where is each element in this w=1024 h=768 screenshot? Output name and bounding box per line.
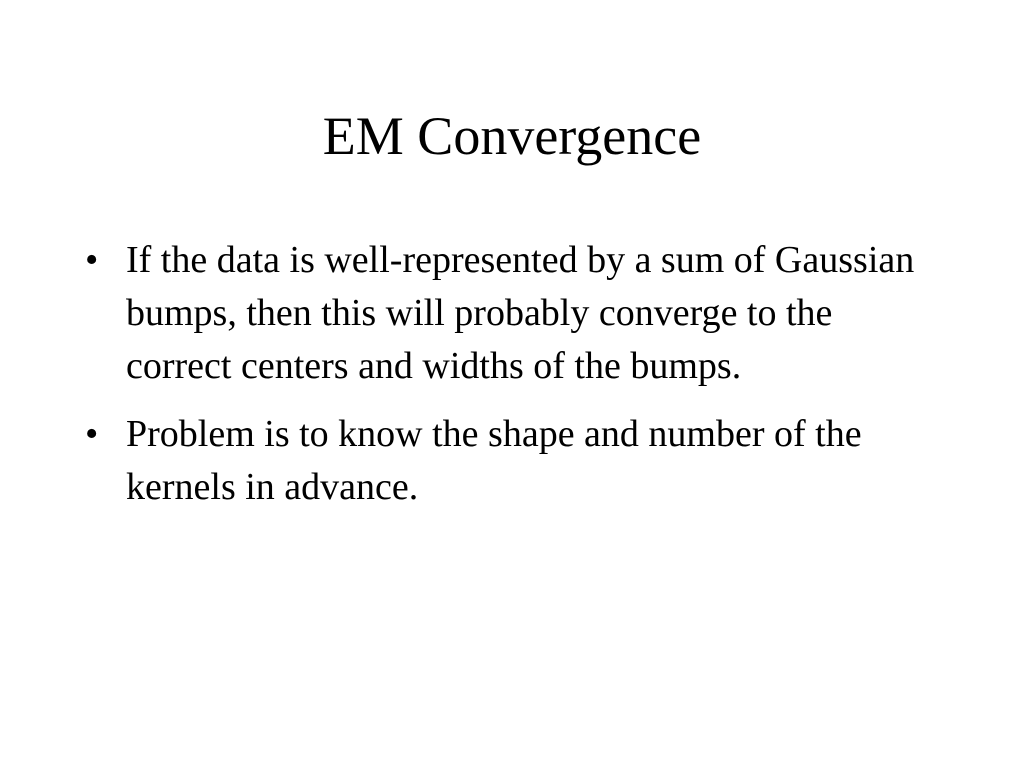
bullet-dot-icon: • bbox=[85, 413, 99, 455]
bullet-dot-icon: • bbox=[85, 239, 99, 281]
bullet-list bbox=[85, 234, 915, 529]
bullet-item bbox=[85, 408, 915, 514]
slide-title: EM Convergence bbox=[322, 106, 702, 166]
bullet-text: Problem is to know the shape and number of the kernels in advance. bbox=[126, 413, 862, 508]
bullet-text: If the data is well-represented by a sum of Gaussian bumps, then this will probably converge to the correct centers and widths of the bumps. bbox=[126, 239, 915, 387]
bullet-item bbox=[85, 234, 915, 393]
